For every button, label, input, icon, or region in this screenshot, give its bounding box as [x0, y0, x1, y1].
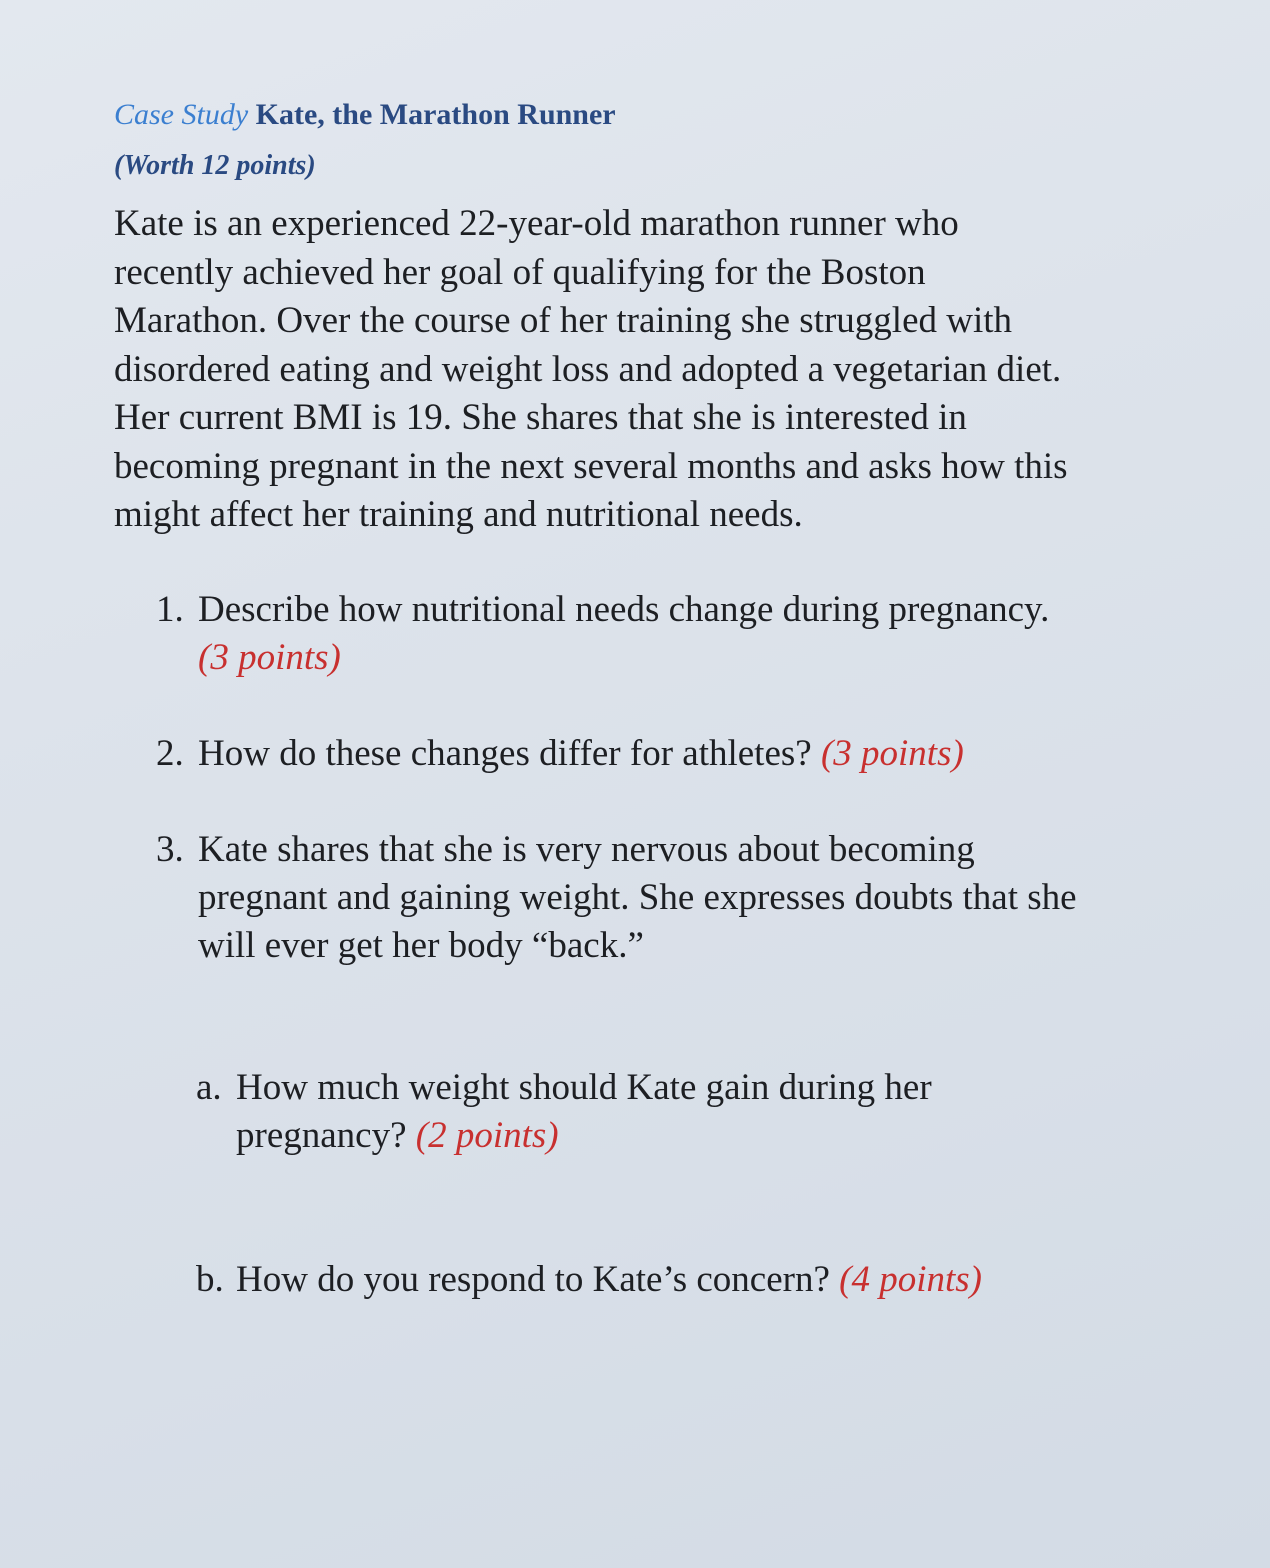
question-points: (3 points) — [198, 637, 341, 678]
case-description — [114, 200, 1204, 540]
intro-line: Marathon. Over the course of her training she struggled with — [114, 300, 1013, 341]
question-2 — [156, 730, 1198, 778]
case-study-name: Kate, the Marathon Runner — [255, 98, 616, 131]
subquestion-points: (4 points) — [839, 1259, 983, 1300]
subquestion-letter: a. — [196, 1067, 222, 1108]
case-study-title — [114, 98, 616, 132]
question-points: (3 points) — [820, 733, 964, 774]
intro-line: disordered eating and weight loss and adopted a vegetarian diet. — [114, 348, 1062, 390]
question-text: How do these changes differ for athletes? — [198, 733, 812, 774]
intro-line: might affect her training and nutritional needs. — [114, 494, 803, 535]
question-text-line: will ever get her body “back.” — [198, 925, 644, 966]
intro-line: Kate is an experienced 22-year-old marathon runner who — [114, 203, 959, 244]
question-number: 2. — [156, 733, 184, 774]
intro-line: recently achieved her goal of qualifying for the Boston — [114, 251, 926, 293]
question-3 — [156, 826, 1198, 970]
intro-line: Her current BMI is 19. She shares that she is interested in — [114, 397, 967, 438]
subquestion-text: How do you respond to Kate’s concern? — [236, 1259, 830, 1300]
question-3a — [196, 1064, 1136, 1160]
subquestion-letter: b. — [196, 1259, 224, 1300]
question-1 — [156, 586, 1198, 682]
question-3b — [196, 1256, 1136, 1304]
intro-line: becoming pregnant in the next several months and asks how this — [114, 445, 1068, 487]
worth-points: (Worth 12 points) — [114, 150, 316, 181]
question-text-line: pregnant and gaining weight. She expresses doubts that she — [198, 877, 1077, 918]
case-study-label: Case Study — [114, 98, 249, 131]
question-number: 1. — [156, 589, 184, 630]
question-text-line: Kate shares that she is very nervous about becoming — [198, 829, 975, 870]
question-text: Describe how nutritional needs change during pregnancy. — [198, 589, 1050, 630]
subquestion-text: pregnancy? — [236, 1115, 407, 1156]
subquestion-points: (2 points) — [415, 1115, 559, 1156]
question-number: 3. — [156, 829, 184, 870]
subquestion-text: How much weight should Kate gain during her — [236, 1067, 932, 1108]
